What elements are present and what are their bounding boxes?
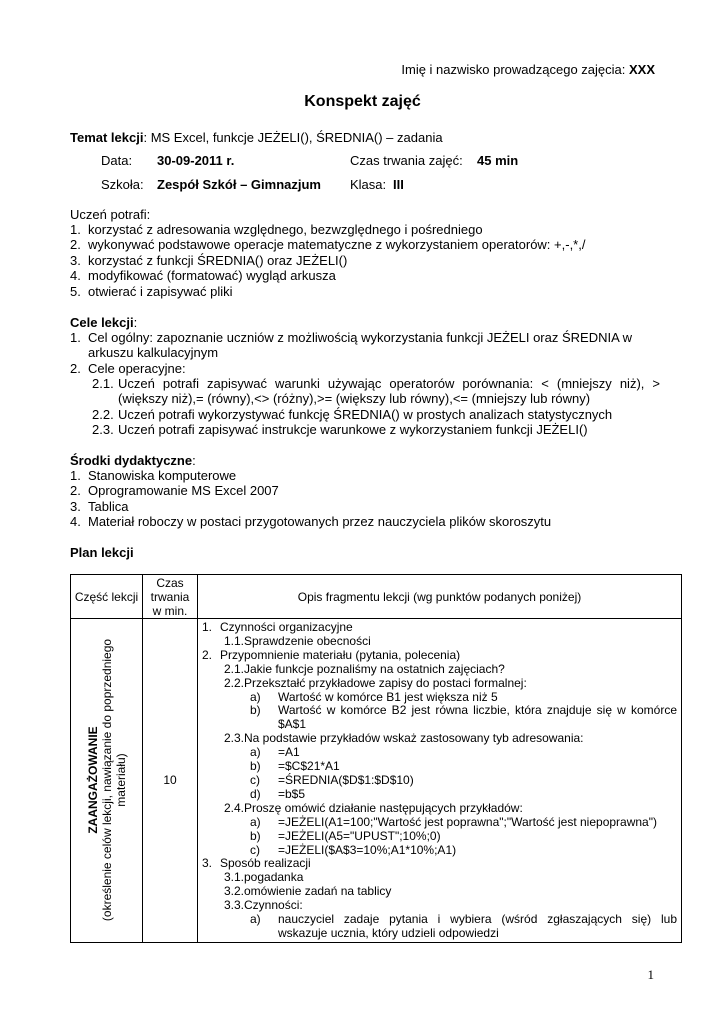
outline-text: Przekształć przykładowe zapisy do postaci formalnej: xyxy=(244,675,527,690)
outline-item xyxy=(202,844,677,858)
duration-value: 45 min xyxy=(477,153,519,168)
outline-number: d) xyxy=(250,786,261,801)
topic-label: Temat lekcji xyxy=(70,130,144,145)
outline-number: a) xyxy=(250,814,261,829)
lesson-plan-table xyxy=(70,574,682,943)
duration-label: Czas trwania zajęć: xyxy=(350,153,463,168)
means-heading: Środki dydaktyczne: xyxy=(70,453,196,468)
outline-text: Na podstawie przykładów wskaż zastosowany tyb adresowania: xyxy=(244,731,584,746)
outline-item xyxy=(202,885,677,899)
outline-text: =JEŻELI($A$3=10%;A1*10%;A1) xyxy=(278,842,457,857)
school-value: Zespół Szkół – Gimnazjum xyxy=(157,177,321,192)
outline-number: 2.2. xyxy=(224,675,245,690)
list-item: 2. Oprogramowanie MS Excel 2007 xyxy=(70,483,279,499)
skills-heading: Uczeń potrafi: xyxy=(70,207,151,222)
list-item: 3. Tablica xyxy=(70,498,129,514)
topic-value: : MS Excel, funkcje JEŻELI(), ŚREDNIA() – zadania xyxy=(143,130,443,145)
plan-heading: Plan lekcji xyxy=(70,545,134,560)
class-label: Klasa: xyxy=(350,177,387,192)
table-row xyxy=(71,619,682,943)
outline-text: =$C$21*A1 xyxy=(278,759,340,774)
date-label: Data: xyxy=(101,153,133,168)
outline-item xyxy=(202,816,677,830)
outline-item xyxy=(202,691,677,705)
skills-list xyxy=(70,222,660,299)
instructor-line xyxy=(401,62,655,77)
outline-item xyxy=(202,774,677,788)
outline-number: a) xyxy=(250,689,261,704)
part-description: (określenie celów lekcji, nawiązanie do poprzedniego materiału) xyxy=(99,639,128,922)
outline-item xyxy=(202,788,677,802)
page-title: Konspekt zajęć xyxy=(304,93,421,110)
outline-number: 2.1. xyxy=(224,661,245,676)
outline-text: Czynności organizacyjne xyxy=(220,620,353,634)
outline-number: 2.3. xyxy=(224,731,245,746)
outline-item xyxy=(202,802,677,816)
topic-line xyxy=(70,130,443,145)
goals-list xyxy=(70,330,660,376)
outline-text: =b$5 xyxy=(278,786,306,801)
outline-number: 1. xyxy=(202,620,213,634)
outline-item xyxy=(202,649,677,663)
outline-item xyxy=(202,677,677,691)
outline-text: pogadanka xyxy=(244,870,304,885)
outline-item xyxy=(202,704,677,732)
list-item: 3. korzystać z funkcji ŚREDNIA() oraz JEŻELI() xyxy=(70,252,348,268)
list-item: 2. wykonywać podstawowe operacje matematyczne z wykorzystaniem operatorów: +,-,*,/ xyxy=(70,237,586,253)
list-item: 2.1. Uczeń potrafi zapisywać warunki używając operatorów porównania: < (mniejszy niż), > (większy niż),= (równy),<> (różny),>= (większy lub równy),<= (mniejszy lub równy) xyxy=(92,376,660,407)
outline-text: Wartość w komórce B1 jest większa niż 5 xyxy=(278,689,498,704)
outline-number: 2.4. xyxy=(224,800,245,815)
outline-text: Czynności: xyxy=(244,898,303,913)
cell-part xyxy=(71,619,143,943)
instructor-value: XXX xyxy=(628,62,655,77)
outline-number: 3.2. xyxy=(224,884,245,899)
outline-item xyxy=(202,663,677,677)
outline-text: omówienie zadań na tablicy xyxy=(244,884,392,899)
outline-item xyxy=(202,871,677,885)
list-item: 1. Cel ogólny: zapoznanie uczniów z możliwością wykorzystania funkcji JEŻELI oraz ŚREDNIA w arkuszu kalkulacyjnym xyxy=(70,330,633,361)
date-value: 30-09-2011 r. xyxy=(157,153,235,168)
outline-text: nauczyciel zadaje pytania i wybiera (wśród zgłaszających się) lub wskazuje ucznia, który udzieli odpowiedzi xyxy=(278,912,677,940)
outline-number: 1.1. xyxy=(224,633,245,648)
header-part: Część lekcji xyxy=(71,575,143,619)
cell-time: 10 xyxy=(143,619,198,943)
part-name: ZAANGAŻOWANIE xyxy=(85,726,100,835)
table-header-row xyxy=(71,575,682,619)
outline-item xyxy=(202,913,677,941)
list-item: 4. modyfikować (formatować) wygląd arkusza xyxy=(70,268,336,284)
outline-number: a) xyxy=(250,912,261,927)
list-item: 1. Stanowiska komputerowe xyxy=(70,468,237,483)
outline-number: 2. xyxy=(202,647,213,662)
page-number: 1 xyxy=(647,967,654,982)
goals-heading: Cele lekcji: xyxy=(70,315,138,330)
list-item: 5. otwierać i zapisywać pliki xyxy=(70,283,233,299)
list-item: 2. Cele operacyjne: xyxy=(70,360,186,376)
list-item: 2.2. Uczeń potrafi wykorzystywać funkcję ŚREDNIA() w prostych analizach statystycznych xyxy=(92,406,613,422)
outline-item xyxy=(202,760,677,774)
outline-number: 3. xyxy=(202,856,213,871)
outline-text: Proszę omówić działanie następujących przykładów: xyxy=(244,800,523,815)
operational-goals xyxy=(70,376,660,438)
means-list xyxy=(70,468,660,530)
outline-number: a) xyxy=(250,745,261,760)
outline-text: =JEŻELI(A1=100;"Wartość jest poprawna";"Wartość jest niepoprawna") xyxy=(278,814,657,829)
class-value: III xyxy=(393,177,404,192)
outline-text: Sposób realizacji xyxy=(220,856,311,871)
cell-description xyxy=(198,619,682,943)
outline-text: Sprawdzenie obecności xyxy=(244,633,371,648)
outline-text: Wartość w komórce B2 jest równa liczbie, która znajduje się w komórce $A$1 xyxy=(278,703,677,732)
outline-text: =A1 xyxy=(278,745,300,760)
outline-item xyxy=(202,621,677,635)
outline-item xyxy=(202,746,677,760)
outline-number: 3.3. xyxy=(224,898,245,913)
outline-number: 3.1. xyxy=(224,870,245,885)
outline-item xyxy=(202,635,677,649)
outline-number: c) xyxy=(250,842,260,857)
outline-number: c) xyxy=(250,772,260,787)
outline-text: Jakie funkcje poznaliśmy na ostatnich zajęciach? xyxy=(244,661,505,676)
outline-list xyxy=(198,619,681,942)
outline-item xyxy=(202,830,677,844)
outline-number: b) xyxy=(250,759,261,774)
list-item: 4. Materiał roboczy w postaci przygotowanych przez nauczyciela plików skoroszytu xyxy=(70,514,552,530)
list-item: 1. korzystać z adresowania względnego, bezwzględnego i pośredniego xyxy=(70,222,483,237)
outline-item xyxy=(202,899,677,913)
school-label: Szkoła: xyxy=(101,177,144,192)
outline-text: =JEŻELI(A5="UPUST";10%;0) xyxy=(278,828,441,843)
header-description: Opis fragmentu lekcji (wg punktów podanych poniżej) xyxy=(198,575,682,619)
outline-item xyxy=(202,857,677,871)
header-time: Czas trwania w min. xyxy=(143,575,198,619)
instructor-label: Imię i nazwisko prowadzącego zajęcia: xyxy=(401,62,629,77)
outline-item xyxy=(202,732,677,746)
outline-number: b) xyxy=(250,828,261,843)
outline-text: Przypomnienie materiału (pytania, polecenia) xyxy=(220,647,461,662)
list-item: 2.3. Uczeń potrafi zapisywać instrukcje warunkowe z wykorzystaniem funkcji JEŻELI() xyxy=(92,422,588,438)
outline-number: b) xyxy=(250,703,261,718)
outline-text: =ŚREDNIA($D$1:$D$10) xyxy=(278,772,414,787)
